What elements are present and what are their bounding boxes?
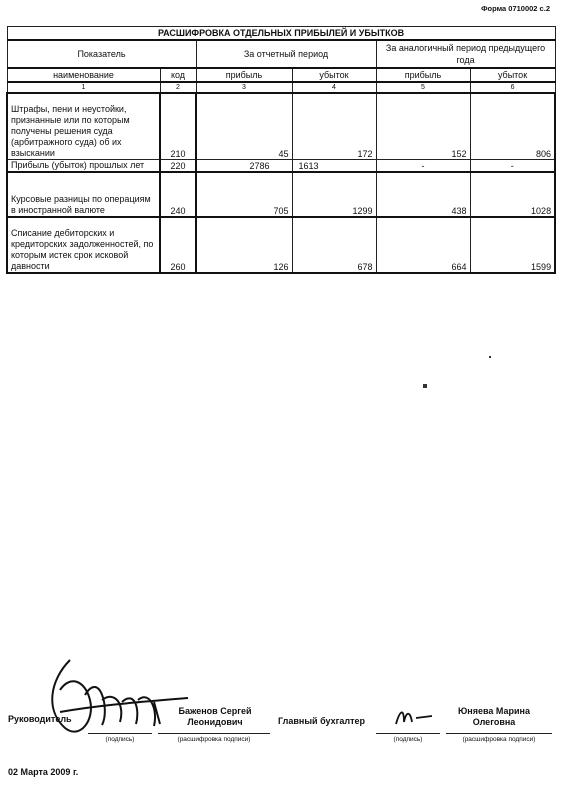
header-indicator: Показатель [7, 40, 196, 68]
row-name: Прибыль (убыток) прошлых лет [7, 159, 160, 172]
header-current-period: За отчетный период [196, 40, 376, 68]
scan-speck [423, 384, 427, 388]
row-name: Курсовые разницы по операциям в иностранной валюте [7, 172, 160, 217]
profit-loss-table [6, 26, 556, 274]
accountant-sub-decode: (расшифровка подписи) [462, 736, 536, 743]
subheader-loss-prev: убыток [470, 68, 555, 82]
row-loss: 1613 [292, 159, 376, 172]
column-number: 5 [376, 82, 470, 93]
scan-speck [489, 356, 491, 358]
row-loss-prev: 1599 [470, 217, 555, 273]
row-profit-prev: 664 [376, 217, 470, 273]
accountant-sub-signature: (подпись) [393, 736, 423, 743]
table-row [7, 159, 555, 172]
row-code: 260 [160, 217, 196, 273]
row-profit: 126 [196, 217, 292, 273]
column-number: 4 [292, 82, 376, 93]
row-loss: 172 [292, 93, 376, 159]
header-previous-period: За аналогичный период предыдущего года [376, 40, 555, 68]
table-row [7, 217, 555, 273]
row-code: 220 [160, 159, 196, 172]
row-name: Списание дебиторских и кредиторских задолженностей, по которым истек срок исковой давности [7, 217, 160, 273]
row-profit: 45 [196, 93, 292, 159]
head-label: Руководитель [8, 714, 72, 724]
column-number: 1 [7, 82, 160, 93]
column-number: 6 [470, 82, 555, 93]
row-loss: 1299 [292, 172, 376, 217]
subheader-name: наименование [7, 68, 160, 82]
row-code: 240 [160, 172, 196, 217]
head-name: Баженов Сергей Леонидович [178, 706, 252, 727]
accountant-decode-line [446, 733, 552, 734]
accountant-signature-line [376, 733, 440, 734]
accountant-name: Юняева Марина Олеговна [458, 706, 530, 727]
accountant-label: Главный бухгалтер [278, 716, 366, 726]
handwritten-signature-accountant [392, 702, 442, 728]
table-row [7, 172, 555, 217]
subheader-loss: убыток [292, 68, 376, 82]
row-code: 210 [160, 93, 196, 159]
column-number: 2 [160, 82, 196, 93]
row-profit-prev: - [376, 159, 470, 172]
row-profit-prev: 152 [376, 93, 470, 159]
head-sub-decode: (расшифровка подписи) [177, 736, 251, 743]
head-signature-line [88, 733, 152, 734]
table-row [7, 93, 555, 159]
row-loss: 678 [292, 217, 376, 273]
subheader-profit: прибыль [196, 68, 292, 82]
row-loss-prev: 1028 [470, 172, 555, 217]
head-sub-signature: (подпись) [105, 736, 135, 743]
row-profit: 705 [196, 172, 292, 217]
row-loss-prev: - [470, 159, 555, 172]
head-decode-line [158, 733, 270, 734]
table-title: РАСШИФРОВКА ОТДЕЛЬНЫХ ПРИБЫЛЕЙ И УБЫТКОВ [7, 27, 555, 41]
column-number: 3 [196, 82, 292, 93]
subheader-profit-prev: прибыль [376, 68, 470, 82]
document-date: 02 Марта 2009 г. [8, 767, 79, 777]
row-profit: 2786 [196, 159, 292, 172]
row-name: Штрафы, пени и неустойки, признанные или по которым получены решения суда (арбитражного суда) об их взыскании [7, 93, 160, 159]
form-code: Форма 0710002 с.2 [481, 4, 550, 13]
row-profit-prev: 438 [376, 172, 470, 217]
subheader-code: код [160, 68, 196, 82]
row-loss-prev: 806 [470, 93, 555, 159]
